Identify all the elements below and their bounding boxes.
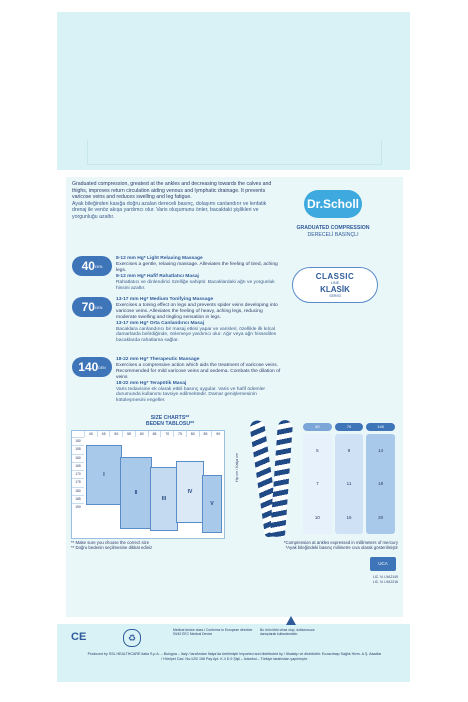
den-table-header: [303, 423, 395, 431]
size-row-header: 165: [72, 462, 84, 470]
size-col-header: 80: [186, 431, 199, 437]
size-chart: [71, 430, 225, 539]
drscholl-logo: Dr.Scholl: [304, 190, 362, 218]
size-row-header: 150: [72, 437, 84, 445]
den-cell: 16: [346, 514, 352, 520]
bottom-flap: [57, 624, 410, 682]
size-row-header: 175: [72, 478, 84, 486]
den-description: [116, 357, 284, 404]
den-description: [116, 256, 284, 291]
den-header-140: 140: [366, 423, 395, 431]
den-level-40: [72, 256, 282, 296]
license-numbers: [354, 575, 398, 584]
den-title-en: 13-17 mm Hg* Medium Tonifying Massage: [116, 297, 214, 302]
info-panel: [66, 177, 403, 617]
den-text-tr: Rahatlatıcı ve dinlendirici özelliğe sahiptir. Bacaklardaki ağrı ve yorgunluk hissini azaltır.: [116, 279, 275, 291]
size-zone-i: I: [86, 445, 122, 505]
den-cell: 7: [316, 481, 319, 487]
den-text-en: Exercises a toning effect on legs and prevents spider veins developing into varicose veins. Alleviates the feeling of heavy, aching legs, reducing moderate swelling and tingling sensation in legs.: [116, 302, 278, 320]
den-badge-40: [72, 256, 112, 276]
den-col-40: [303, 434, 332, 534]
size-chart-title-en: SIZE CHARTS**: [150, 415, 190, 421]
striped-leg-right: [270, 420, 293, 538]
size-note-tr: ** Doğru bedenin seçilmesine dikkat ediniz: [71, 545, 153, 551]
intro-tr: Ayak bileğinden kasığa doğru azalan dereceli basınç, dolaşımı canlandırır ve lenfatik drenaj ile venöz akışa yardımcı olur. Varis oluşumunu önler, bacaktaki şişlikleri ve yorgunluğu azaltır.: [72, 200, 267, 220]
graduated-compression-tr: DERECELİ BASINÇLI: [307, 232, 359, 238]
den-level-70: [72, 297, 282, 353]
size-chart-title: [130, 415, 210, 427]
intro-en: Graduated compression, greatest at the ankles and decreasing towards the calves and thighs, improves return circulation aiding venous and lymphatic drainage. It prevents varicose veins and reduces swelling and leg fatigue.: [72, 181, 272, 201]
size-col-header: 65: [148, 431, 161, 437]
den-title-tr: 18-22 mm Hg* Terapötik Masaj: [116, 380, 187, 386]
package-back: [57, 12, 410, 682]
den-title-en: 18-22 mm Hg* Therapeutic Massage: [116, 357, 200, 362]
den-text-tr: Varis tedavisine ek olarak etkili basınç uygular. Varis ve hafif ödemler durumunda kullanımı tavsiye edilmektedir. Damar genişlemesinin kötüleşmesini engeller.: [116, 386, 266, 404]
size-notes: [71, 540, 221, 551]
den-title-tr: 8-12 mm Hg* Hafif Rahatlatıcı Masaj: [116, 273, 199, 279]
compression-note-en: *Compression at ankles expressed in millimeters of mercury: [283, 540, 398, 545]
main-panel: [57, 170, 410, 625]
size-zone-v: V: [202, 475, 222, 533]
den-header-70: 70: [335, 423, 364, 431]
size-col-header: 70: [160, 431, 173, 437]
medical-device-note: Medical device class I Conforms to European directive 93/42 EEC Medical Device: [173, 628, 253, 636]
size-chart-title-tr: BEDEN TABLOSU**: [145, 421, 195, 427]
size-col-header: 85: [199, 431, 212, 437]
size-row-header: 170: [72, 470, 84, 478]
den-cell: 11: [346, 481, 352, 487]
size-col-header: 75: [173, 431, 186, 437]
hip-label: Hip cm / Kalça cm: [235, 453, 239, 482]
classic-label: CLASSIC: [315, 272, 355, 281]
size-chart-rows: [72, 437, 84, 512]
den-value: 40: [81, 259, 95, 273]
size-row-header: 185: [72, 495, 84, 503]
size-zone-iv: IV: [176, 461, 204, 523]
den-unit: DEN: [94, 264, 103, 269]
size-col-header: 90: [211, 431, 224, 437]
warning-icon: [286, 616, 296, 625]
stocking-illustration: [251, 420, 297, 537]
size-col-header: 40: [84, 431, 97, 437]
serisi-label: SERİSİ: [329, 294, 341, 298]
license-2: LIC. N. L9A2216: [372, 579, 398, 584]
den-text-en: Exercises a gentle, relaxing massage. Alleviates the feeling of tired, aching legs.: [116, 261, 278, 273]
den-cell: 10: [314, 514, 320, 520]
size-row-header: 160: [72, 454, 84, 462]
warning-note: Bu ürün tıbbi cihaz olup, doktorunuza danışılarak kullanılmalıdır.: [260, 628, 315, 636]
size-note-en: ** Make sure you choose the correct size: [71, 540, 150, 545]
den-value: 70: [81, 300, 95, 314]
ce-mark: CE: [71, 631, 87, 643]
den-badge-70: [72, 297, 112, 317]
license-1: LIC. N. L9A2149: [372, 575, 398, 579]
size-col-header: 50: [109, 431, 122, 437]
size-col-header: 60: [135, 431, 148, 437]
den-cell: 20: [378, 514, 384, 520]
size-chart-header: [84, 431, 224, 437]
classic-line-badge: [292, 267, 378, 303]
uca-logo: UCA: [370, 557, 396, 571]
den-text-en: Exercises a compressive action which aids the treatment of varicose veins. Recommended for mild varicose veins and oedema. Combats the dilation of veins: [116, 362, 281, 380]
intro-text: [72, 181, 280, 221]
klasik-label: KLASİK: [320, 285, 350, 294]
compression-note-tr: *Ayak bileğindeki basınç milimetre cıva olarak gösterilmiştir: [285, 545, 398, 551]
den-description: [116, 297, 284, 344]
size-zone-ii: II: [120, 457, 152, 529]
size-col-header: 45: [97, 431, 110, 437]
den-cell: 5: [316, 448, 319, 454]
den-title-tr: 13-17 mm Hg* Orta Canlandırıcı Masaj: [116, 320, 205, 326]
size-row-header: 180: [72, 487, 84, 495]
line-label: LINE: [330, 281, 340, 285]
graduated-compression-en: GRADUATED COMPRESSION: [296, 225, 370, 231]
den-text-tr: Bacaklara canlandırıcı bir masaj etkisi yapar ve varisleri, özellikle ilk kılcal damarlarda belirdiğinde, önlemeye yardımcı olur. Ağır veya ağrı hissedilen bacaklarda rahatlama sağlar.: [116, 326, 277, 344]
recycle-icon: ♻: [123, 629, 141, 647]
den-level-140: [72, 357, 282, 415]
top-flap: [57, 12, 410, 171]
size-row-header: 155: [72, 445, 84, 453]
compression-notes: [256, 540, 398, 551]
den-unit: DEN: [94, 305, 103, 310]
den-cell: 8: [347, 448, 351, 454]
den-unit: DEN: [98, 365, 106, 370]
producer-info: Produced by SSL HEALTHCARE Italia S.p.A. – Bologna – Italy / tarafından İtalya'da üretilmiştir Imported and distributed by / İthalatçı ve distribütör: Eczacıbaşı Sağlık Hizm. A.Ş. Akadlar / Hürriyet Cad. No:120/ 156 Pay Apt. K.4 D.9 Şişli – İstanbul – Türkiye tarafından yapılmıştır.: [87, 652, 382, 661]
den-table-body: [303, 434, 395, 534]
den-title-en: 8-12 mm Hg* Light Relaxing Massage: [116, 256, 203, 261]
den-col-140: [366, 434, 395, 534]
size-zone-iii: III: [150, 467, 178, 531]
den-col-70: [335, 434, 364, 534]
den-pressure-table: [303, 423, 395, 535]
size-col-header: 55: [122, 431, 135, 437]
den-value: 140: [78, 360, 99, 374]
den-cell: 14: [378, 448, 384, 454]
den-badge-140: [72, 357, 112, 377]
size-row-header: 190: [72, 503, 84, 511]
den-header-40: 40: [303, 423, 332, 431]
den-cell: 18: [378, 481, 384, 487]
